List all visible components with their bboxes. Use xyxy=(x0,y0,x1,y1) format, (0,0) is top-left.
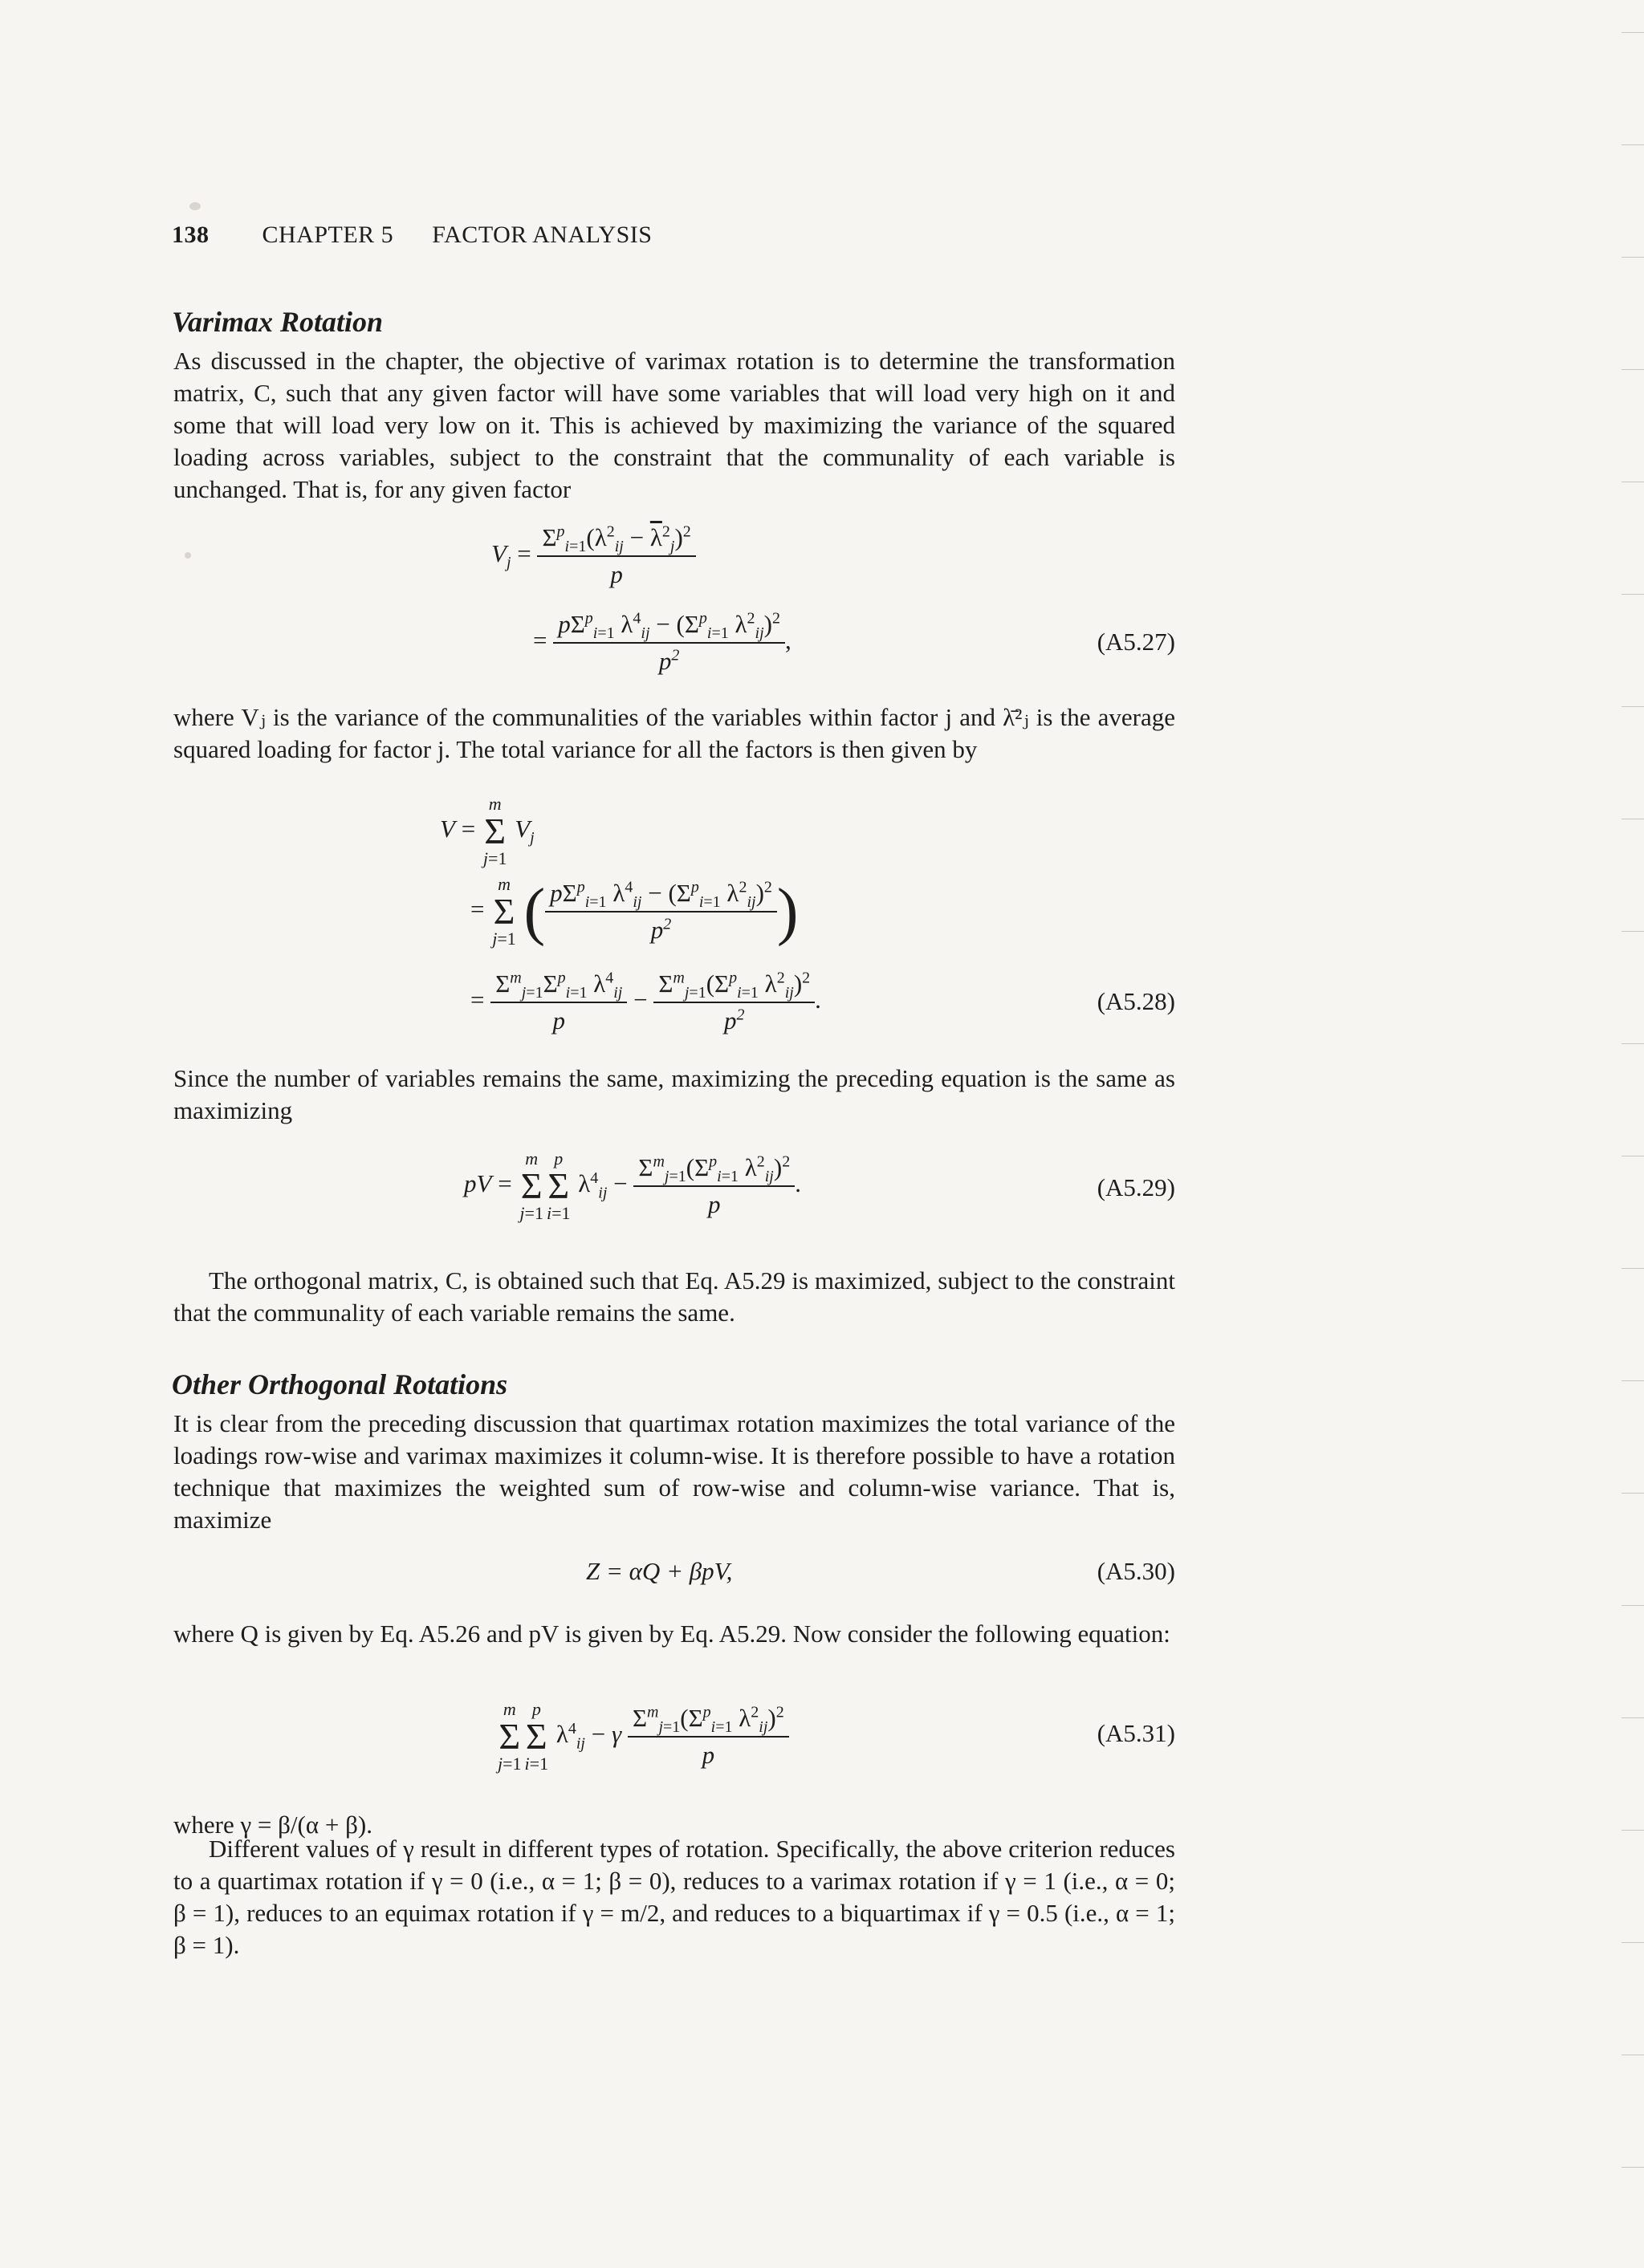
equation-a5-27-line-2: = $\frac{p\Sigma^p_{i=1} \lambda^4_{ij} - (\Sigma^p_{i=1} \lambda^2_{ij})^2}{p^2}$ , xyxy=(533,609,791,675)
page-number: 138 xyxy=(172,222,210,248)
edge-mark xyxy=(1622,144,1644,145)
edge-mark xyxy=(1622,594,1644,595)
equation-a5-30: Z = αQ + βpV, xyxy=(586,1557,733,1585)
edge-mark xyxy=(1622,1830,1644,1831)
edge-mark xyxy=(1622,1043,1644,1044)
section-heading-other-rotations: Other Orthogonal Rotations xyxy=(172,1368,508,1400)
scan-speck xyxy=(185,552,191,559)
edge-mark xyxy=(1622,1493,1644,1494)
equation-label-a5-27: (A5.27) xyxy=(1097,628,1175,656)
edge-mark xyxy=(1622,32,1644,33)
edge-mark xyxy=(1622,1268,1644,1269)
equation-label-a5-31: (A5.31) xyxy=(1097,1719,1175,1747)
chapter-title: FACTOR ANALYSIS xyxy=(432,222,653,248)
equation-a5-29: pV = m Σ j=1p Σ i=1 $\lambda^4_{ij}$ − $\frac{\Sigma^m_{j=1}(\Sigma^p_{i=1} \lambda^2_{ij})^2}{p}$ . xyxy=(464,1148,801,1223)
edge-mark xyxy=(1622,1605,1644,1606)
edge-mark xyxy=(1622,1717,1644,1718)
varimax-paragraph-4: The orthogonal matrix, C, is obtained such that Eq. A5.29 is maximized, subject to the constraint that the communality of each variable remains the same. xyxy=(173,1266,1175,1327)
equation-a5-31: m Σ j=1p Σ i=1 $\lambda^4_{ij} - \gamma$ $\frac{\Sigma^m_{j=1}(\Sigma^p_{i=1} \lambda^2_{ij})^2}{p}$ xyxy=(496,1700,789,1774)
varimax-paragraph-2: where Vⱼ is the variance of the communalities of the variables within factor j and λ̄²ⱼ is the average squared loading for factor j. The total variance for all the factors is then given by xyxy=(173,703,1175,763)
edge-mark xyxy=(1622,257,1644,258)
equation-a5-28-line-1: V = m Σ j=1 $V_j$ xyxy=(440,794,535,868)
other-paragraph-1: It is clear from the preceding discussion that quartimax rotation maximizes the total variance of the loadings row-wise and varimax maximizes it column-wise. It is therefore possible to have a rotation technique that maximizes the weighted sum of row-wise and column-wise variance. That is, maximize xyxy=(173,1409,1175,1534)
equation-a5-28-line-2: = m Σ j=1 ( $\frac{p\Sigma^p_{i=1} \lambda^4_{ij} - (\Sigma^p_{i=1} \lambda^2_{ij})^2}{p^2}$ ) xyxy=(470,874,799,949)
varimax-paragraph-1: As discussed in the chapter, the objective of varimax rotation is to determine the transformation matrix, C, such that any given factor will have some variables that will load very high on it and some that will load very low on it. This is achieved by maximizing the variance of the squared loading across variables, subject to the constraint that the communality of each variable is unchanged. That is, for any given factor xyxy=(173,347,1175,503)
edge-mark xyxy=(1622,1942,1644,1943)
equation-label-a5-28: (A5.28) xyxy=(1097,987,1175,1015)
other-paragraph-3: where γ = β/(α + β). xyxy=(173,1811,372,1839)
equation-a5-28-line-3: = $\frac{\Sigma^m_{j=1}\Sigma^p_{i=1} \lambda^4_{ij}}{p}$ − $\frac{\Sigma^m_{j=1}(\Sigma^p_{i=1} \lambda^2_{ij})^2}{p^2}$ . xyxy=(470,969,821,1034)
edge-mark xyxy=(1622,369,1644,370)
edge-mark xyxy=(1622,2167,1644,2168)
section-heading-varimax: Varimax Rotation xyxy=(172,306,384,338)
edge-mark xyxy=(1622,931,1644,932)
other-paragraph-4: Different values of γ result in different types of rotation. Specifically, the above criterion reduces to a quartimax rotation if γ = 0 (i.e., α = 1; β = 0), reduces to a varimax rotation if γ = 1 (i.e., α = 0; β = 1), reduces to an equimax rotation if γ = m/2, and reduces to a biquartimax if γ = 0.5 (i.e., α = 1; β = 1). xyxy=(173,1835,1175,1959)
edge-mark xyxy=(1622,706,1644,707)
chapter-label: CHAPTER 5 xyxy=(262,222,394,248)
scan-speck xyxy=(189,202,201,210)
equation-a5-27-line-1: $V_j$ = $\frac{\Sigma^p_{i=1}(\lambda^2_{ij} - \overline{\lambda}^2_j)^2}{p}$ xyxy=(491,523,696,589)
varimax-paragraph-3: Since the number of variables remains the same, maximizing the preceding equation is the same as maximizing xyxy=(173,1064,1175,1124)
other-paragraph-2: where Q is given by Eq. A5.26 and pV is given by Eq. A5.29. Now consider the following equation: xyxy=(173,1620,1170,1648)
equation-label-a5-30: (A5.30) xyxy=(1097,1557,1175,1585)
equation-label-a5-29: (A5.29) xyxy=(1097,1173,1175,1201)
edge-mark xyxy=(1622,1380,1644,1381)
running-header xyxy=(172,222,652,249)
